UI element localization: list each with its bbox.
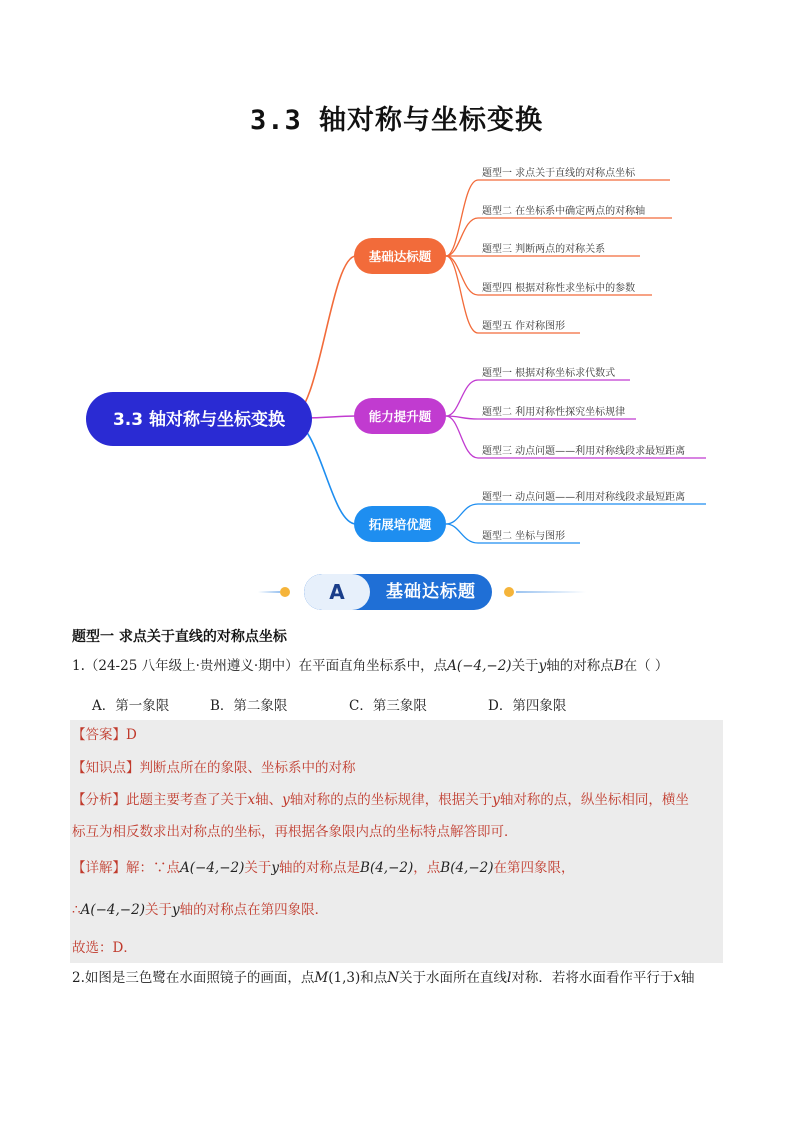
math-y: y xyxy=(492,792,500,808)
option-c[interactable]: C．第三象限 xyxy=(349,698,427,714)
option-d[interactable]: D．第四象限 xyxy=(488,698,567,714)
branch-label-basic: 基础达标题 xyxy=(368,249,432,264)
section-heading: 题型一 求点关于直线的对称点坐标 xyxy=(72,629,287,645)
leaf-label: 题型一 求点关于直线的对称点坐标 xyxy=(482,168,636,179)
detail-line xyxy=(72,858,575,878)
q1-suffix: 轴的对称点 xyxy=(546,658,614,674)
analysis-text: 轴对称的点，纵坐标相同，横坐 xyxy=(499,792,689,808)
conclusion-text: 轴的对称点在第四象限． xyxy=(179,902,329,918)
q1-axis: y xyxy=(538,658,547,674)
mind-map xyxy=(0,140,793,560)
detail-text: ，点 xyxy=(413,860,441,876)
detail-text: 解：∵点 xyxy=(126,860,180,876)
q2-text: 2.如图是三色鹭在水面照镜子的画面，点 xyxy=(72,970,315,986)
connector-basic xyxy=(290,256,356,418)
q2-text: 和点 xyxy=(360,970,388,986)
leaf-label: 题型二 在坐标系中确定两点的对称轴 xyxy=(482,206,646,217)
branch-label-advanced: 能力提升题 xyxy=(368,409,432,424)
math-n: N xyxy=(387,970,400,986)
detail-text: 轴的对称点是 xyxy=(279,860,361,876)
choice-line: 故选：D． xyxy=(72,940,137,956)
detail-text: 在第四象限， xyxy=(493,860,575,876)
math-x: x xyxy=(673,970,681,986)
knowledge-value: 判断点所在的象限、坐标系中的对称 xyxy=(139,760,356,776)
banner-dot-left xyxy=(280,587,290,597)
question-1 xyxy=(72,656,668,676)
analysis-text: 轴、 xyxy=(255,792,283,808)
branch-label-extend: 拓展培优题 xyxy=(368,517,432,532)
q1-point-b: B xyxy=(613,658,624,674)
q2-text: 轴 xyxy=(681,970,695,986)
q1-point-a: A(−4,−2) xyxy=(447,658,512,674)
banner-line-left xyxy=(258,591,280,593)
knowledge-line xyxy=(72,758,356,778)
math-y: y xyxy=(271,860,280,876)
option-a[interactable]: A．第一象限 xyxy=(92,698,170,714)
math-point-b: B(4,−2) xyxy=(360,860,414,876)
analysis-text: 此题主要考查了关于 xyxy=(126,792,248,808)
banner-label: 基础达标题 xyxy=(386,582,476,602)
option-b[interactable]: B．第二象限 xyxy=(210,698,288,714)
q1-end: 在（ ） xyxy=(623,658,669,674)
math-y: y xyxy=(282,792,290,808)
math-x: x xyxy=(247,792,256,808)
math-point-b: B(4,−2) xyxy=(440,860,494,876)
banner-dot-right xyxy=(504,587,514,597)
analysis-label: 【分析】 xyxy=(72,792,126,808)
q1-mid: 关于 xyxy=(511,658,539,674)
banner-letter: A xyxy=(304,574,370,610)
page-title: 3.3 轴对称与坐标变换 xyxy=(249,105,544,136)
detail-label: 【详解】 xyxy=(72,860,126,876)
math-point-a: A(−4,−2) xyxy=(80,902,145,918)
detail-text: 关于 xyxy=(244,860,272,876)
knowledge-label: 【知识点】 xyxy=(72,760,140,776)
therefore-sign: ∴ xyxy=(72,902,81,918)
leaf-label: 题型四 根据对称性求坐标中的参数 xyxy=(482,283,636,294)
leaf-label: 题型一 根据对称坐标求代数式 xyxy=(482,368,616,379)
q2-coord: (1,3) xyxy=(328,970,361,986)
banner-pill xyxy=(304,574,492,610)
question-2 xyxy=(72,968,695,988)
q1-prefix: 1.（24-25 八年级上·贵州遵义·期中）在平面直角坐标系中，点 xyxy=(72,658,448,674)
q2-text: 关于水面所在直线 xyxy=(399,970,508,986)
leaf-label: 题型三 动点问题——利用对称线段求最短距离 xyxy=(482,446,686,457)
analysis-text: 轴对称的点的坐标规律，根据关于 xyxy=(289,792,493,808)
leaf-label: 题型二 坐标与图形 xyxy=(482,531,566,542)
root-label: 3.3 轴对称与坐标变换 xyxy=(112,410,286,430)
conclusion-line xyxy=(72,900,328,920)
math-point-a: A(−4,−2) xyxy=(180,860,245,876)
leaf-label: 题型一 动点问题——利用对称线段求最短距离 xyxy=(482,492,686,503)
section-banner xyxy=(278,574,518,610)
banner-line-right xyxy=(516,591,586,593)
math-m: M xyxy=(314,970,329,986)
analysis-line-2: 标互为相反数求出对称点的坐标，再根据各象限内点的坐标特点解答即可． xyxy=(72,824,518,840)
math-l: l xyxy=(507,970,512,986)
answer-label: 【答案】 xyxy=(72,727,126,743)
q2-text: 对称．若将水面看作平行于 xyxy=(511,970,674,986)
leaf-label: 题型三 判断两点的对称关系 xyxy=(482,244,606,255)
analysis-line-1 xyxy=(72,790,689,810)
answer-value: D xyxy=(126,727,137,743)
answer-line xyxy=(72,725,137,745)
leaf-label: 题型五 作对称图形 xyxy=(482,321,566,332)
math-y: y xyxy=(171,902,180,918)
conclusion-text: 关于 xyxy=(144,902,172,918)
leaf-label: 题型二 利用对称性探究坐标规律 xyxy=(482,407,626,418)
